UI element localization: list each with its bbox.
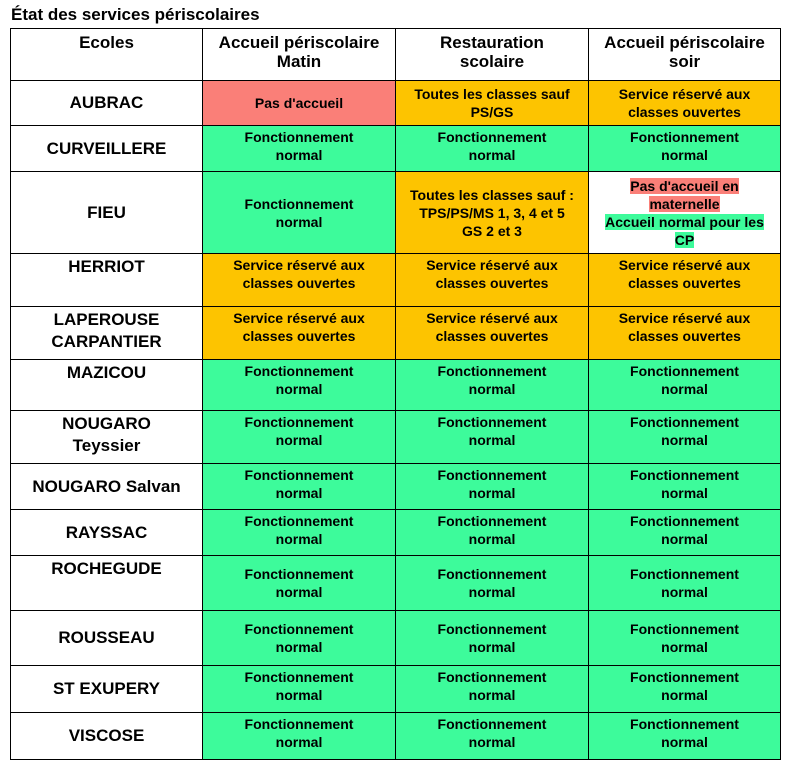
table-row	[11, 172, 781, 254]
status-cell-lunch: Fonctionnement normal	[396, 411, 589, 464]
status-cell-lunch: Fonctionnement normal	[396, 464, 589, 510]
page-title: État des services périscolaires	[11, 5, 260, 24]
table-row	[11, 81, 781, 126]
column-header-schools: Ecoles	[11, 29, 203, 81]
school-name: LAPEROUSE CARPANTIER	[11, 307, 203, 360]
status-cell-evening: Fonctionnement normal	[589, 556, 781, 611]
status-cell-morning: Fonctionnement normal	[203, 126, 396, 172]
table-row	[11, 464, 781, 510]
table-row	[11, 713, 781, 760]
services-table	[10, 28, 781, 760]
table-row	[11, 411, 781, 464]
school-name: VISCOSE	[11, 713, 203, 760]
table-row	[11, 307, 781, 360]
status-cell-morning: Fonctionnement normal	[203, 510, 396, 556]
status-cell-evening: Fonctionnement normal	[589, 411, 781, 464]
status-cell-evening: Fonctionnement normal	[589, 510, 781, 556]
school-name: FIEU	[11, 172, 203, 254]
status-cell-evening: Fonctionnement normal	[589, 464, 781, 510]
status-cell-lunch: Fonctionnement normal	[396, 666, 589, 713]
status-cell-evening: Fonctionnement normal	[589, 126, 781, 172]
status-cell-lunch: Toutes les classes sauf : TPS/PS/MS 1, 3, 4 et 5 GS 2 et 3	[396, 172, 589, 254]
column-header-morning: Accueil périscolaire Matin	[203, 29, 396, 81]
school-name: ST EXUPERY	[11, 666, 203, 713]
status-cell-lunch: Fonctionnement normal	[396, 360, 589, 411]
school-name: RAYSSAC	[11, 510, 203, 556]
table-row	[11, 126, 781, 172]
column-header-evening: Accueil périscolaire soir	[589, 29, 781, 81]
status-cell-lunch: Fonctionnement normal	[396, 611, 589, 666]
table-row	[11, 666, 781, 713]
table-row	[11, 254, 781, 307]
status-cell-evening: Fonctionnement normal	[589, 666, 781, 713]
status-cell-morning: Pas d'accueil	[203, 81, 396, 126]
school-name: NOUGARO Salvan	[11, 464, 203, 510]
status-cell-morning: Fonctionnement normal	[203, 666, 396, 713]
status-cell-evening: Service réservé aux classes ouvertes	[589, 307, 781, 360]
status-cell-morning: Fonctionnement normal	[203, 713, 396, 760]
status-cell-evening	[589, 172, 781, 254]
status-cell-lunch: Toutes les classes sauf PS/GS	[396, 81, 589, 126]
normal-highlight: Accueil normal pour les CP	[605, 213, 764, 248]
status-cell-morning: Fonctionnement normal	[203, 411, 396, 464]
status-cell-morning: Service réservé aux classes ouvertes	[203, 307, 396, 360]
table-header-row	[11, 29, 781, 81]
status-cell-lunch: Service réservé aux classes ouvertes	[396, 254, 589, 307]
table-row	[11, 556, 781, 611]
table-row	[11, 360, 781, 411]
status-cell-morning: Fonctionnement normal	[203, 556, 396, 611]
school-name: NOUGARO Teyssier	[11, 411, 203, 464]
status-cell-evening: Fonctionnement normal	[589, 360, 781, 411]
status-cell-morning: Service réservé aux classes ouvertes	[203, 254, 396, 307]
table-row	[11, 611, 781, 666]
status-cell-evening: Fonctionnement normal	[589, 713, 781, 760]
school-name: AUBRAC	[11, 81, 203, 126]
status-cell-lunch: Service réservé aux classes ouvertes	[396, 307, 589, 360]
closed-highlight: Pas d'accueil en maternelle	[630, 177, 739, 212]
school-name: ROCHEGUDE	[11, 556, 203, 611]
status-cell-evening: Fonctionnement normal	[589, 611, 781, 666]
status-cell-lunch: Fonctionnement normal	[396, 126, 589, 172]
status-cell-morning: Fonctionnement normal	[203, 464, 396, 510]
status-cell-evening: Service réservé aux classes ouvertes	[589, 81, 781, 126]
status-cell-lunch: Fonctionnement normal	[396, 713, 589, 760]
column-header-lunch: Restauration scolaire	[396, 29, 589, 81]
school-name: MAZICOU	[11, 360, 203, 411]
status-cell-morning: Fonctionnement normal	[203, 360, 396, 411]
status-cell-evening: Service réservé aux classes ouvertes	[589, 254, 781, 307]
status-cell-lunch: Fonctionnement normal	[396, 556, 589, 611]
school-name: CURVEILLERE	[11, 126, 203, 172]
status-cell-lunch: Fonctionnement normal	[396, 510, 589, 556]
school-name: ROUSSEAU	[11, 611, 203, 666]
status-cell-morning: Fonctionnement normal	[203, 611, 396, 666]
school-name: HERRIOT	[11, 254, 203, 307]
table-row	[11, 510, 781, 556]
status-cell-morning: Fonctionnement normal	[203, 172, 396, 254]
